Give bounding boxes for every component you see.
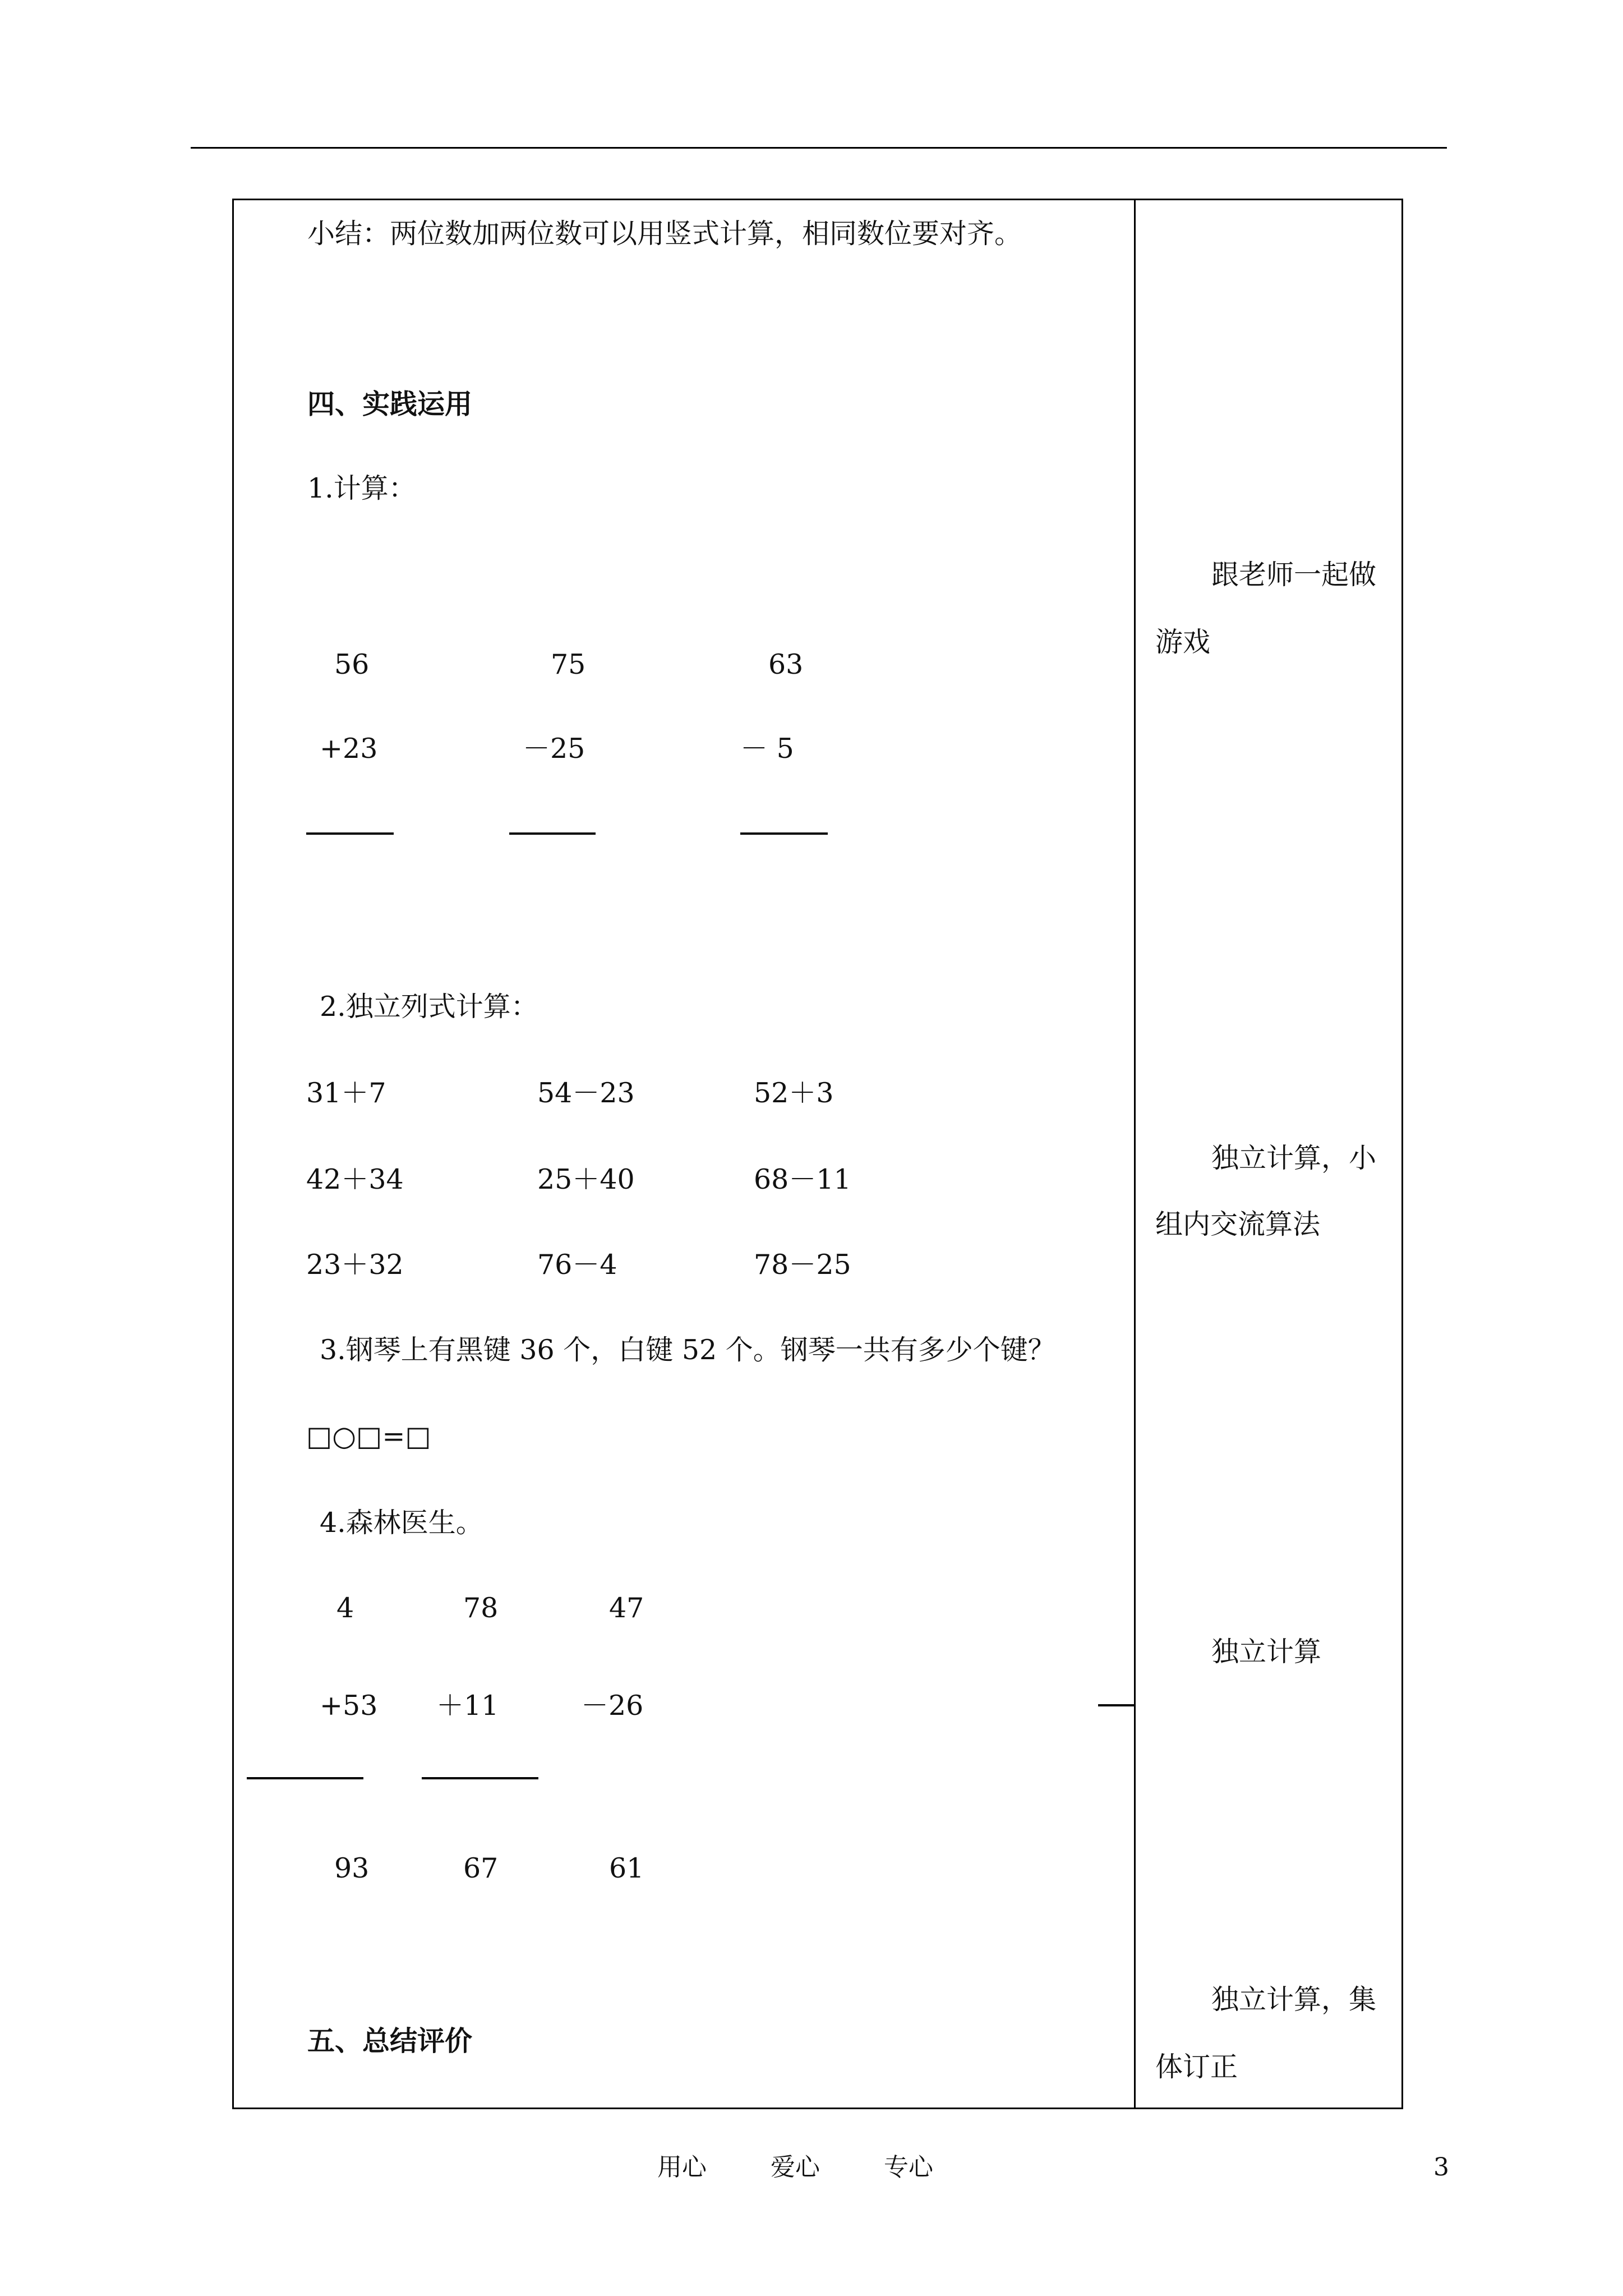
q1-answer-line-1 [306,832,394,835]
side-note-4-line-1: 独立计算，集 [1211,1984,1377,2016]
q1-op-3: － 5 [740,733,794,765]
q1-label: 1.计算： [307,472,416,504]
side-note-1-line-2: 游戏 [1155,626,1211,658]
q4-op-3: －26 [581,1690,644,1722]
q1-top-1: 56 [334,648,370,680]
q4-result-3: 61 [609,1852,644,1884]
q1-op-1: +23 [320,733,378,765]
q4-top-2: 78 [463,1592,499,1624]
q1-top-2: 75 [551,648,586,680]
q4-line-3 [1098,1704,1135,1706]
q2-r2-c3: 68－11 [754,1163,851,1195]
q2-r2-c2: 25＋40 [537,1163,635,1195]
q2-label: 2.独立列式计算： [320,991,538,1023]
q2-r1-c3: 52＋3 [754,1077,834,1109]
q1-top-3: 63 [768,648,804,680]
table-column-divider [1134,199,1136,2109]
q4-op-2: ＋11 [436,1690,499,1722]
q2-r2-c1: 42＋34 [306,1163,404,1195]
q3-formula: □○□=□ [306,1420,431,1452]
summary-text: 小结：两位数加两位数可以用竖式计算，相同数位要对齐。 [307,218,1022,250]
q1-answer-line-2 [509,832,596,835]
section-5-heading: 五、总结评价 [307,2024,473,2057]
side-note-3-line-1: 独立计算 [1211,1636,1322,1668]
q4-result-2: 67 [463,1852,499,1884]
q2-r3-c2: 76－4 [537,1249,617,1281]
q4-top-1: 4 [336,1592,354,1624]
q2-r1-c2: 54－23 [537,1077,635,1109]
q4-top-3: 47 [609,1592,644,1624]
side-note-1-line-1: 跟老师一起做 [1211,559,1377,591]
q2-r1-c1: 31＋7 [306,1077,386,1109]
side-note-2-line-1: 独立计算，小 [1211,1142,1377,1174]
footer-item-3: 专心 [884,2153,933,2182]
q4-result-1: 93 [334,1852,370,1884]
header-rule [191,147,1447,149]
q3-label: 3.钢琴上有黑键 36 个，白键 52 个。钢琴一共有多少个键？ [320,1334,1055,1366]
q4-line-1 [247,1777,363,1779]
q4-op-1: +53 [320,1690,378,1722]
section-4-heading: 四、实践运用 [307,388,473,420]
footer-item-1: 用心 [657,2153,707,2182]
side-note-4-line-2: 体订正 [1155,2051,1238,2083]
q2-r3-c1: 23＋32 [306,1249,404,1281]
q4-label: 4.森林医生。 [320,1507,483,1539]
page-number: 3 [1433,2153,1449,2182]
q1-answer-line-3 [740,832,828,835]
q2-r3-c3: 78－25 [754,1249,851,1281]
footer-item-2: 爱心 [771,2153,820,2182]
side-note-2-line-2: 组内交流算法 [1155,1208,1321,1240]
q1-op-2: －25 [523,733,585,765]
q4-line-2 [422,1777,538,1779]
